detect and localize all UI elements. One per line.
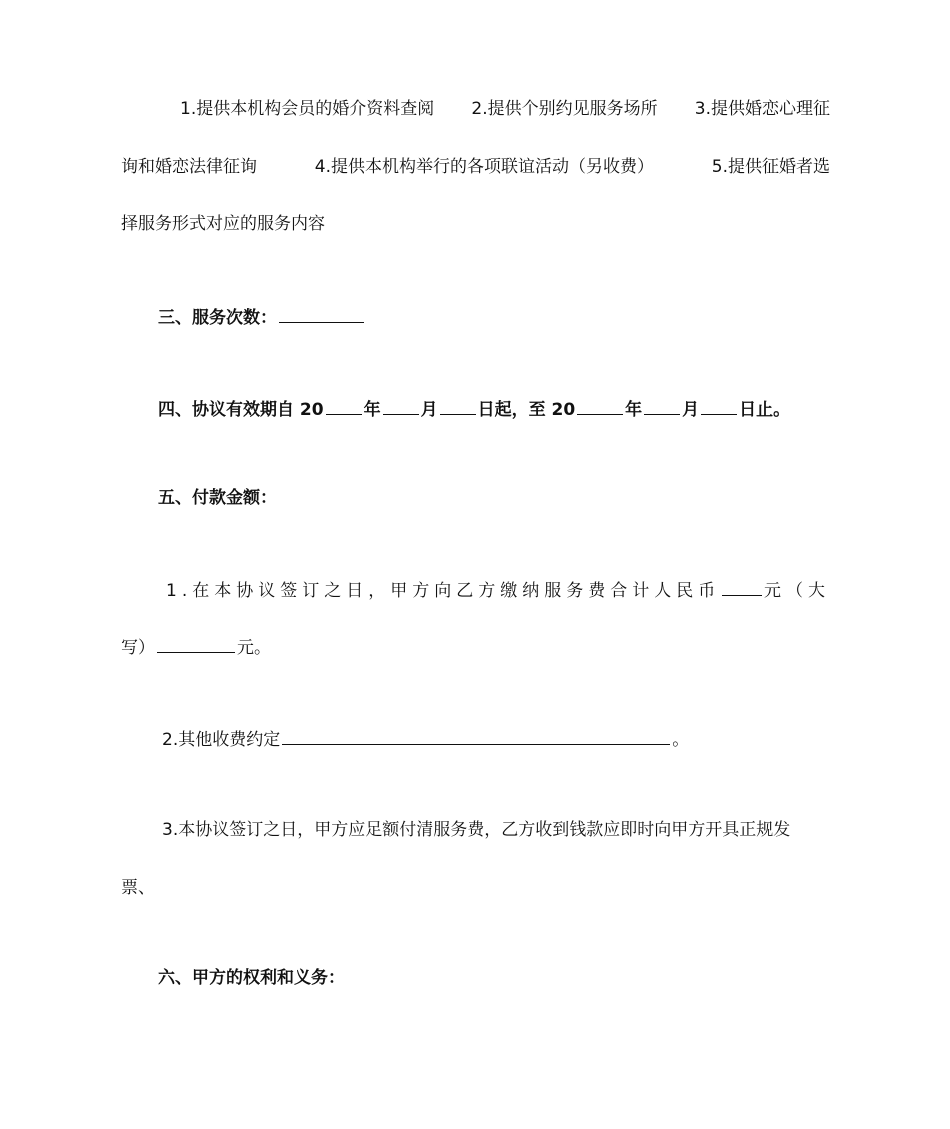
payment-p3-line-2	[121, 876, 155, 900]
section-party-a-rights-heading	[158, 966, 345, 990]
validity-start-day-blank[interactable]	[440, 396, 476, 415]
payment-p1-uppercase-suffix: 元。	[237, 638, 271, 658]
section-validity-period	[158, 396, 790, 422]
service-item-3-start: 3.提供婚恋心理征	[694, 99, 830, 119]
validity-month-label-2: 月	[682, 400, 700, 420]
payment-p1-text: 1.在本协议签订之日，甲方向乙方缴纳服务费合计人民币	[166, 581, 721, 601]
service-count-blank[interactable]	[279, 304, 364, 323]
validity-year-label-2: 年	[625, 400, 643, 420]
service-item-1: 1.提供本机构会员的婚介资料查阅	[180, 99, 435, 119]
payment-p1-uppercase-prefix: 写）	[121, 638, 155, 658]
validity-year-label-1: 年	[363, 400, 381, 420]
payment-p2-prefix: 2.其他收费约定	[162, 730, 281, 750]
service-item-2: 2.提供个别约见服务场所	[471, 99, 658, 119]
service-item-5-end: 择服务形式对应的服务内容	[121, 214, 325, 234]
payment-p1-line-2	[121, 634, 271, 660]
validity-month-label-1: 月	[420, 400, 438, 420]
services-line-3	[121, 212, 325, 236]
service-item-4: 4.提供本机构举行的各项联谊活动（另收费）	[314, 157, 654, 177]
payment-p2	[162, 726, 689, 752]
payment-p3-line-1	[162, 818, 790, 842]
validity-end-month-blank[interactable]	[644, 396, 680, 415]
section-payment-heading	[158, 486, 277, 510]
payment-p1-line-1	[166, 577, 830, 603]
services-line-1	[180, 97, 830, 121]
services-line-2	[121, 155, 830, 179]
validity-start-year-blank[interactable]	[326, 396, 362, 415]
service-item-3-end: 询和婚恋法律征询	[121, 157, 257, 177]
service-item-5-start: 5.提供征婚者选	[711, 157, 830, 177]
party-a-rights-heading: 六、甲方的权利和义务：	[158, 968, 345, 988]
validity-day-label-2: 日止。	[739, 400, 791, 420]
other-fees-blank[interactable]	[282, 726, 670, 745]
validity-day-label-1: 日起，至 20	[477, 400, 576, 420]
validity-end-year-blank[interactable]	[577, 396, 623, 415]
payment-heading: 五、付款金额：	[158, 488, 277, 508]
payment-amount-blank[interactable]	[722, 577, 762, 596]
service-count-label: 三、服务次数：	[158, 308, 277, 328]
payment-p3-text-1: 3.本协议签订之日，甲方应足额付清服务费，乙方收到钱款应即时向甲方开具正规发	[162, 820, 791, 840]
payment-amount-uppercase-blank[interactable]	[157, 634, 235, 653]
validity-end-day-blank[interactable]	[701, 396, 737, 415]
validity-start-month-blank[interactable]	[383, 396, 419, 415]
payment-p1-unit: 元（大	[764, 581, 830, 601]
payment-p3-text-2: 票、	[121, 878, 155, 898]
section-service-count	[158, 304, 366, 330]
validity-prefix: 四、协议有效期自 20	[158, 400, 324, 420]
payment-p2-suffix: 。	[672, 730, 690, 750]
